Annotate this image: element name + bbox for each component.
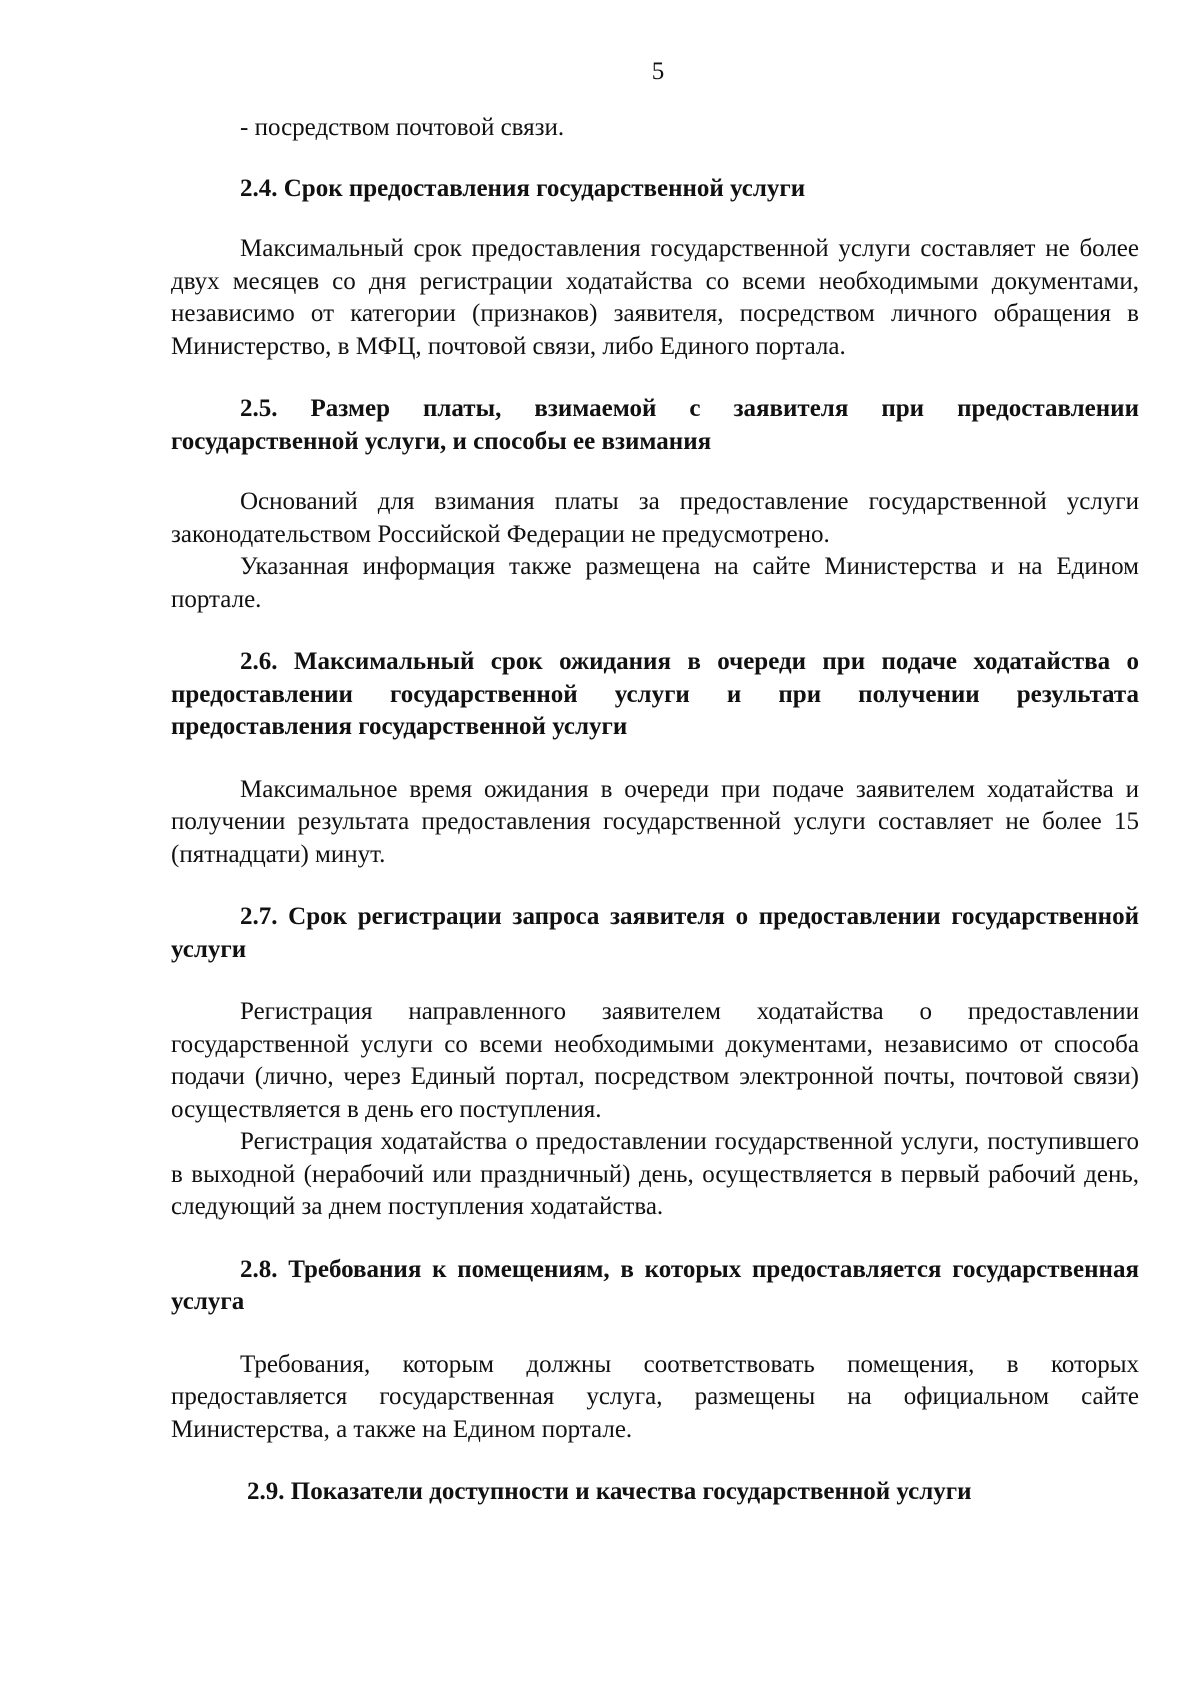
section-heading-2-8: 2.8. Требования к помещениям, в которых предоставляется государственная услуга xyxy=(171,1255,1139,1315)
section-2-8-paragraph-1: Требования, которым должны соответствовать помещения, в которых предоставляется государственная услуга, размещены на официальном сайте Министерства, а также на Едином портале. xyxy=(171,1350,1139,1443)
section-2-6-paragraph-1: Максимальное время ожидания в очереди при подаче заявителем ходатайства и получении результата предоставления государственной услуги составляет не более 15 (пятнадцати) минут. xyxy=(171,775,1139,868)
section-heading-2-4: 2.4. Срок предоставления государственной услуги xyxy=(240,174,806,202)
section-2-7-paragraph-2: Регистрация ходатайства о предоставлении государственной услуги, поступившего в выходной (нерабочий или праздничный) день, осуществляется в первый рабочий день, следующий за днем поступления ходатайства. xyxy=(171,1128,1139,1220)
section-2-4-paragraph-1: Максимальный срок предоставления государственной услуги составляет не более двух месяцев со дня регистрации ходатайства со всеми необходимыми документами, независимо от категории (признаков) заявителя, посредством личного обращения в Министерство, в МФЦ, почтовой связи, либо Единого портала. xyxy=(171,235,1139,360)
section-heading-2-9: 2.9. Показатели доступности и качества государственной услуги xyxy=(247,1478,972,1505)
section-2-7-paragraph-1: Регистрация направленного заявителем ходатайства о предоставлении государственной услуги со всеми необходимыми документами, независимо от способа подачи (лично, через Единый портал, посредством электронной почты, почтовой связи) осуществляется в день его поступления. xyxy=(171,998,1139,1123)
section-heading-2-6: 2.6. Максимальный срок ожидания в очереди при подаче ходатайства о предоставлении государственной услуги и при получении результата предоставления государственной услуги xyxy=(171,648,1139,740)
lead-line: - посредством почтовой связи. xyxy=(240,114,565,141)
section-2-5-paragraph-2: Указанная информация также размещена на сайте Министерства и на Едином портале. xyxy=(171,553,1139,613)
section-2-5-paragraph-1: Оснований для взимания платы за предоставление государственной услуги законодательством Российской Федерации не предусмотрено. xyxy=(171,488,1139,548)
section-heading-2-7: 2.7. Срок регистрации запроса заявителя о предоставлении государственной услуги xyxy=(171,903,1139,963)
section-heading-2-5: 2.5. Размер платы, взимаемой с заявителя при предоставлении государственной услуги, и способы ее взимания xyxy=(171,395,1139,455)
page-number: 5 xyxy=(651,58,665,85)
document-body xyxy=(171,112,1139,1509)
